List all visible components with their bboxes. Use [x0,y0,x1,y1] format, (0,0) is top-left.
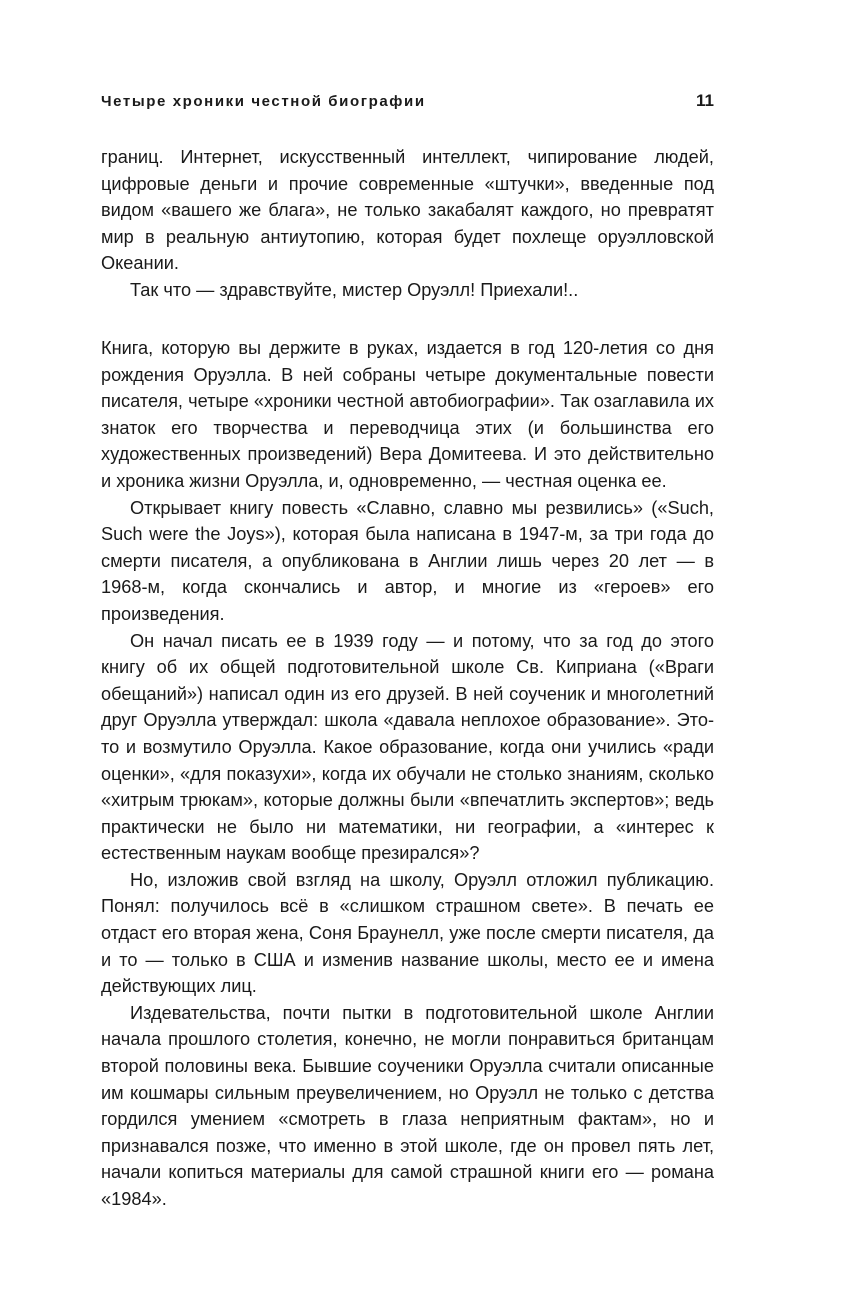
paragraph-school-book: Он начал писать ее в 1939 году — и потому, что за год до этого книгу об их общей подготовительной школе Св. Киприана («Враги обещаний») написал один из его друзей. В ней соученик и многолетний друг Оруэлла утверждал: школа «давала неплохое образование». Это-то и возмутило Оруэлла. Какое образование, когда они учились «ради оценки», «для показухи», когда их обучали не столько знаниям, сколько «хитрым трюкам», которые должны были «впечатлить экспертов»; ведь практически не было ни математики, ни географии, а «интерес к естественным наукам вообще презирался»? [101,630,714,864]
paragraph-intro: Книга, которую вы держите в руках, издается в год 120-летия со дня рождения Оруэлла. В ней собраны четыре документальные повести писателя, четыре «хроники честной автобиографии». Так озаглавила их знаток его творчества и переводчица этих (и большинства его художественных произведений) Вера Домитеева. И это действительно и хроника жизни Оруэлла, и, одновременно, — честная оценка ее. [101,338,714,491]
paragraph-such-were-the-joys: Открывает книгу повесть «Славно, славно мы резвились» («Such, Such were the Joys»), которая была написана в 1947-м, за три года до смерти писателя, а опубликована в Англии лишь через 20 лет — в 1968-м, когда скончались и автор, и многие из «героев» его произведения. [101,497,714,624]
book-page [101,0,714,1312]
running-head [101,89,714,113]
running-title: Четыре хроники честной биографии [101,92,426,110]
page-number: 11 [696,91,714,110]
paragraph-abuse: Издевательства, почти пытки в подготовительной школе Англии начала прошлого столетия, конечно, не могли понравиться британцам второй половины века. Бывшие соученики Оруэлла считали описанные им кошмары сильным преувеличением, но Оруэлл не только с детства гордился умением «смотреть в глаза неприятным фактам», но и признавался позже, что именно в этой школе, где он провел пять лет, начали копиться материалы для самой страшной книги его — романа «1984». [101,1002,714,1209]
text-block-main [101,335,714,1213]
paragraph-continuation: границ. Интернет, искусственный интеллект, чипирование людей, цифровые деньги и прочие современные «штучки», введенные под видом «вашего же блага», не только закабалят каждого, но превратят мир в реальную антиутопию, которая будет похлеще оруэлловской Океании. [101,147,714,274]
paragraph-greeting: Так что — здравствуйте, мистер Оруэлл! Приехали!.. [130,279,579,300]
paragraph-publication: Но, изложив свой взгляд на школу, Оруэлл отложил публикацию. Понял: получилось всё в «слишком страшном свете». В печать ее отдаст его вторая жена, Соня Браунелл, уже после смерти писателя, да и то — только в США и изменив название школы, место ее и имена действующих лиц. [101,869,714,997]
text-block-continuation [101,144,714,304]
